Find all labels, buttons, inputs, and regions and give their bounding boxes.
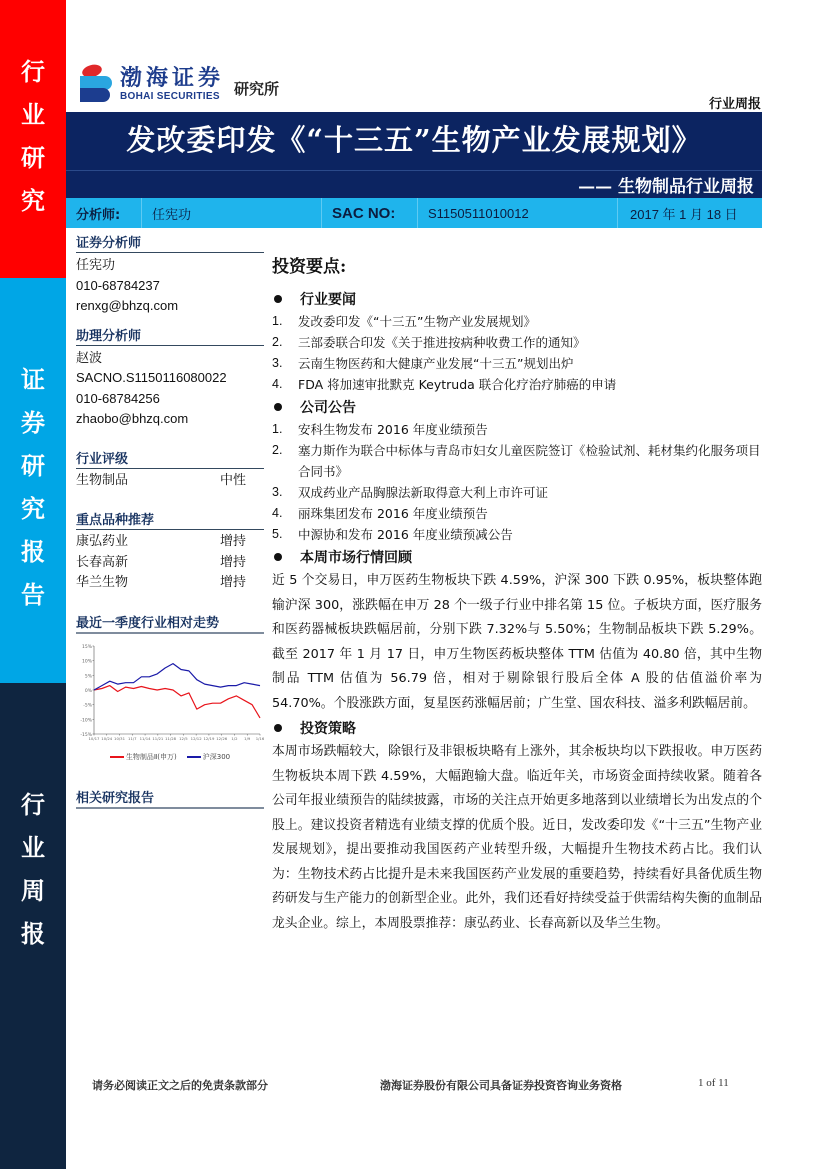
analyst-bar bbox=[66, 198, 762, 228]
section-heading: 投资策略 bbox=[272, 716, 762, 740]
svg-text:0%: 0% bbox=[84, 688, 92, 694]
band-char: 行 bbox=[21, 790, 45, 819]
footer bbox=[92, 1077, 772, 1093]
band-char: 究 bbox=[21, 494, 45, 523]
analyst-name: 任宪功 bbox=[152, 206, 192, 222]
bullet-icon bbox=[274, 724, 282, 732]
pick-rating: 增持 bbox=[219, 554, 246, 570]
investment-strategy-paragraph: 本周市场跌幅较大，除银行及非银板块略有上涨外，其余板块均以下跌报收。申万医药生物板块本周下跌 4.59%，大幅跑输大盘。临近年关，市场资金面持续收紧。随着各公司年报业绩预告的陆续披露，市场的关注点开始更多地落到以业绩增长为出发点的个股上。建议投资者精选有业绩支撑的优质个股。近日，发改委印发《“十三五”生物产业发展规划》，提出要推动我国医药产业转型升级，大幅提升生物技术药占比。我们认为：生物技术药占比提升是未来我国医药产业发展的重要趋势，持续看好具备优质生物药研发与生产能力的创新型企业。此外，我们还看好持续受益于供需结构失衡的血制品龙头企业。综上，本周股票推荐：康弘药业、长春高新以及华兰生物。 bbox=[272, 744, 762, 931]
svg-text:10%: 10% bbox=[81, 659, 92, 665]
market-review-paragraph: 近 5 个交易日，申万医药生物板块下跌 4.59%，沪深 300 下跌 0.95%，板块整体跑输沪深 300，涨跌幅在申万 28 个一级子行业中排名第 15 位。子板块方面，医疗服务和医药器械板块跌幅居前，分别下跌 7.32%与 5.50%；生物制品板块下跌 5.29%。截至 2017 年 1 月 17 日，申万生物医药板块整体 TTM 估值为 40.80 倍，其中生物制品 TTM 估值为 56.79 倍，相对于剔除银行股后全体 A 股的估值溢价率为 54.70%。个股涨跌方面，复星医药涨幅居前；广生堂、国农科技、溢多利跌幅居前。 bbox=[272, 573, 762, 711]
svg-text:12/19: 12/19 bbox=[203, 735, 215, 741]
pick-row bbox=[76, 532, 264, 553]
list-item: 1. 安科生物发布 2016 年度业绩预告 bbox=[272, 422, 488, 437]
band-char: 周 bbox=[21, 876, 45, 905]
svg-text:12/26: 12/26 bbox=[216, 735, 228, 741]
pick-name: 华兰生物 bbox=[76, 575, 129, 590]
assistant-phone: 010-68784256 bbox=[76, 390, 160, 406]
institute-label: 研究所 bbox=[234, 79, 280, 98]
svg-text:1/16: 1/16 bbox=[255, 735, 264, 741]
analyst-name: 任宪功 bbox=[76, 257, 116, 272]
industry-rating-heading: 行业评级 bbox=[76, 448, 264, 469]
band-char: 证 bbox=[21, 365, 45, 394]
svg-text:12/5: 12/5 bbox=[179, 735, 188, 741]
pick-rating: 增持 bbox=[219, 575, 246, 590]
disclaimer-note: 请务必阅读正文之后的免责条款部分 bbox=[92, 1079, 268, 1092]
svg-text:12/12: 12/12 bbox=[190, 735, 202, 741]
list-item: 2. 三部委联合印发《关于推进按病种收费工作的通知》 bbox=[272, 335, 586, 350]
svg-text:-5%: -5% bbox=[83, 703, 92, 709]
bohai-logo-icon bbox=[78, 63, 114, 103]
analyst-label: 分析师: bbox=[76, 207, 121, 223]
pick-row bbox=[76, 553, 264, 574]
list-item: 1. 发改委印发《“十三五”生物产业发展规划》 bbox=[272, 314, 536, 329]
qualification-note: 渤海证券股份有限公司具备证券投资咨询业务资格 bbox=[380, 1079, 622, 1092]
pick-rating: 增持 bbox=[219, 534, 246, 549]
section-heading: 本周市场行情回顾 bbox=[272, 545, 762, 569]
list-item: 3. 云南生物医药和大健康产业发展“十三五”规划出炉 bbox=[272, 356, 574, 371]
chart-heading: 最近一季度行业相对走势 bbox=[76, 612, 264, 634]
list-item: 2. 塞力斯作为联合中标体与青岛市妇女儿童医院签订《检验试剂、耗材集约化服务项目合同书》 bbox=[272, 443, 761, 479]
svg-text:-15%: -15% bbox=[80, 732, 92, 738]
logo-name-cn: 渤海证券 bbox=[120, 64, 225, 91]
side-band-industry-research bbox=[0, 0, 66, 278]
report-subtitle: —— 生物制品行业周报 bbox=[578, 177, 754, 197]
report-date: 2017 年 1 月 18 日 bbox=[630, 206, 738, 222]
legend-item: 生物制品Ⅱ(申万) bbox=[110, 752, 177, 762]
assistant-sac: SACNO.S1150116080022 bbox=[76, 370, 227, 385]
svg-text:11/21: 11/21 bbox=[152, 735, 164, 741]
company-logo bbox=[78, 62, 279, 104]
pick-name: 康弘药业 bbox=[76, 534, 129, 549]
band-char: 研 bbox=[21, 143, 45, 172]
logo-name-en: BOHAI SECURITIES bbox=[120, 90, 220, 102]
industry-news-list bbox=[272, 311, 762, 395]
report-title: 发改委印发《“十三五”生物产业发展规划》 bbox=[126, 123, 702, 157]
svg-text:5%: 5% bbox=[84, 673, 92, 679]
svg-text:11/7: 11/7 bbox=[128, 735, 137, 741]
list-item: 3. 双成药业产品胸腺法新取得意大利上市许可证 bbox=[272, 485, 549, 500]
analyst-phone: 010-68784237 bbox=[76, 277, 160, 293]
securities-analyst-heading: 证券分析师 bbox=[76, 232, 264, 253]
svg-text:-10%: -10% bbox=[80, 717, 92, 723]
document-type: 行业周报 bbox=[708, 97, 761, 112]
band-char: 告 bbox=[21, 580, 45, 609]
svg-text:11/14: 11/14 bbox=[139, 735, 151, 741]
band-char: 报 bbox=[21, 919, 45, 948]
industry-name: 生物制品 bbox=[76, 472, 129, 488]
assistant-name: 赵波 bbox=[76, 349, 103, 365]
industry-rating: 中性 bbox=[219, 472, 246, 488]
investment-highlights-heading: 投资要点: bbox=[272, 257, 347, 277]
sidebar bbox=[76, 232, 264, 811]
svg-text:10/17: 10/17 bbox=[88, 735, 100, 741]
band-char: 研 bbox=[21, 451, 45, 480]
band-char: 业 bbox=[21, 100, 45, 129]
band-char: 行 bbox=[21, 57, 45, 86]
sac-label: SAC NO: bbox=[332, 204, 396, 222]
analyst-email[interactable]: renxg@bhzq.com bbox=[76, 298, 179, 313]
list-item: 5. 中源协和发布 2016 年度业绩预减公告 bbox=[272, 527, 513, 542]
band-char: 报 bbox=[21, 537, 45, 566]
section-heading: 行业要闻 bbox=[272, 287, 762, 311]
svg-text:11/28: 11/28 bbox=[165, 735, 177, 741]
svg-text:10/24: 10/24 bbox=[101, 735, 113, 741]
title-divider bbox=[66, 170, 762, 171]
line-chart bbox=[76, 640, 264, 748]
band-char: 业 bbox=[21, 833, 45, 862]
side-band-weekly-report bbox=[0, 683, 66, 1169]
svg-text:1/2: 1/2 bbox=[231, 735, 238, 741]
company-announcements-list bbox=[272, 419, 762, 545]
band-char: 券 bbox=[21, 408, 45, 437]
title-block bbox=[66, 112, 762, 198]
assistant-email[interactable]: zhaobo@bhzq.com bbox=[76, 411, 189, 426]
legend-item: 沪深300 bbox=[187, 752, 230, 762]
band-char: 究 bbox=[21, 186, 45, 215]
list-item: 4. 丽珠集团发布 2016 年度业绩预告 bbox=[272, 506, 488, 521]
relative-performance-chart bbox=[76, 640, 264, 765]
sac-number: S1150511010012 bbox=[428, 205, 529, 221]
bullet-icon bbox=[274, 295, 282, 303]
rating-row bbox=[76, 471, 264, 492]
related-reports-heading: 相关研究报告 bbox=[76, 787, 264, 809]
svg-text:10/31: 10/31 bbox=[114, 735, 126, 741]
svg-text:1/9: 1/9 bbox=[244, 735, 251, 741]
chart-legend bbox=[76, 752, 264, 762]
key-picks-heading: 重点品种推荐 bbox=[76, 509, 264, 530]
pick-name: 长春高新 bbox=[76, 554, 129, 570]
bullet-icon bbox=[274, 403, 282, 411]
side-band-securities-report bbox=[0, 278, 66, 683]
pick-row bbox=[76, 573, 264, 594]
assistant-analyst-heading: 助理分析师 bbox=[76, 325, 264, 346]
section-heading: 公司公告 bbox=[272, 395, 762, 419]
svg-text:15%: 15% bbox=[81, 644, 92, 650]
list-item: 4. FDA 将加速审批默克 Keytruda 联合化疗治疗肺癌的申请 bbox=[272, 377, 617, 392]
page-number: 1 of 11 bbox=[698, 1077, 729, 1089]
bullet-icon bbox=[274, 553, 282, 561]
main-content bbox=[272, 252, 762, 936]
